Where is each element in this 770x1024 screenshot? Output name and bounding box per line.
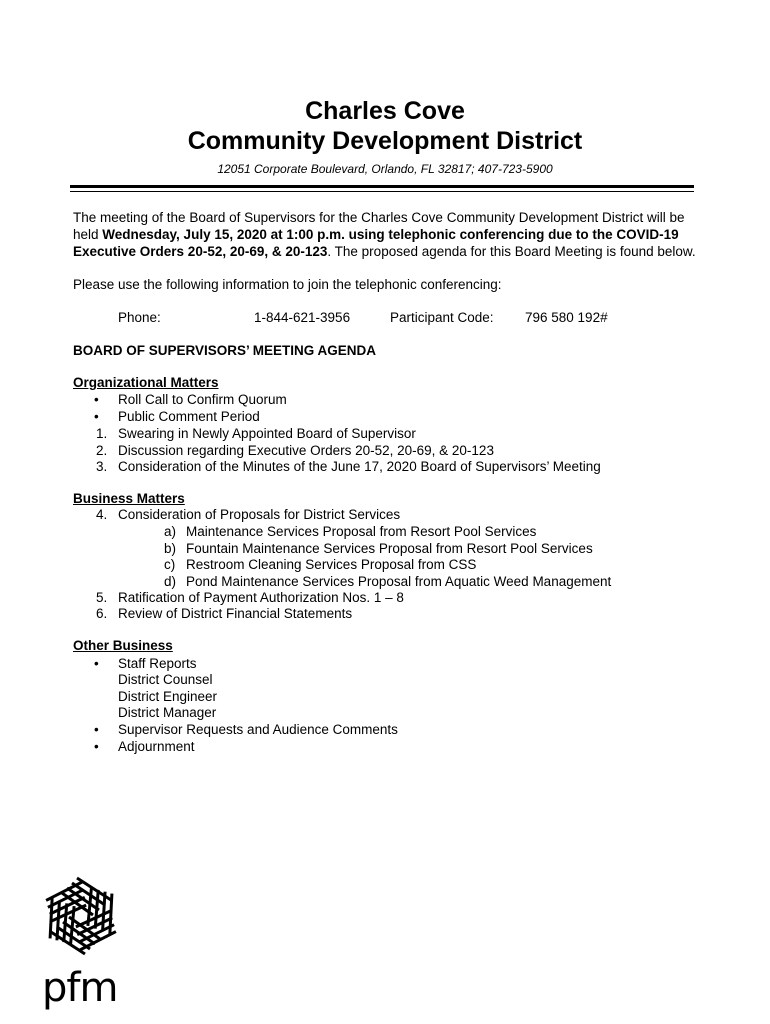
list-item-marker: •	[94, 656, 99, 671]
intro-paragraph	[73, 209, 703, 260]
list-item-marker: •	[94, 409, 99, 424]
list-item-marker: 4.	[96, 507, 108, 522]
list-item: Adjournment	[118, 739, 195, 754]
district-title-line2: Community Development District	[187, 127, 583, 155]
section-business-heading: Business Matters	[73, 491, 185, 506]
header-rule-thin	[70, 191, 694, 192]
staff-report-item: District Engineer	[118, 689, 218, 704]
sub-item: Maintenance Services Proposal from Resort Pool Services	[186, 524, 537, 539]
phone-label: Phone:	[118, 310, 161, 325]
district-title-line1: Charles Cove	[305, 97, 465, 125]
participant-code-label: Participant Code:	[390, 310, 494, 325]
list-item-marker: •	[94, 392, 99, 407]
list-item: Roll Call to Confirm Quorum	[118, 392, 287, 407]
staff-report-item: District Counsel	[118, 672, 213, 687]
list-item: Discussion regarding Executive Orders 20-52, 20-69, & 20-123	[118, 443, 494, 458]
list-item: Consideration of the Minutes of the June 17, 2020 Board of Supervisors’ Meeting	[118, 459, 601, 474]
list-item-marker: 1.	[96, 426, 108, 441]
list-item: Review of District Financial Statements	[118, 606, 353, 621]
intro-text-start: The meeting of the Board of Supervisors for the Charles Cove Community Development District will be held	[73, 210, 685, 242]
list-item-marker: •	[94, 739, 99, 754]
join-instructions: Please use the following information to join the telephonic conferencing:	[73, 277, 502, 292]
list-item: Staff Reports	[118, 656, 197, 671]
phone-number: 1-844-621-3956	[254, 310, 351, 325]
intro-meeting-details: Wednesday, July 15, 2020 at 1:00 p.m. using telephonic conferencing due to the COVID-19 Executive Orders 20-52, 20-69, & 20-123	[73, 227, 679, 259]
sub-item: Restroom Cleaning Services Proposal from CSS	[186, 557, 477, 572]
pfm-logo-text: pfm	[42, 965, 118, 1011]
list-item-marker: 2.	[96, 443, 108, 458]
district-address: 12051 Corporate Boulevard, Orlando, FL 32817; 407-723-5900	[217, 162, 553, 176]
list-item-marker: 3.	[96, 459, 108, 474]
list-item-marker: 5.	[96, 590, 108, 605]
sub-item-marker: c)	[164, 557, 176, 572]
agenda-heading: BOARD OF SUPERVISORS’ MEETING AGENDA	[73, 343, 377, 358]
sub-item-marker: a)	[164, 524, 177, 539]
list-item-marker: •	[94, 722, 99, 737]
sub-item-marker: b)	[164, 541, 177, 556]
participant-code: 796 580 192#	[525, 310, 608, 325]
staff-report-item: District Manager	[118, 705, 217, 720]
sub-item-marker: d)	[164, 574, 177, 589]
pfm-logo	[36, 866, 126, 1016]
section-other-heading: Other Business	[73, 638, 173, 653]
section-organizational-heading: Organizational Matters	[73, 375, 219, 390]
list-item-marker: 6.	[96, 606, 108, 621]
list-item: Ratification of Payment Authorization Nos. 1 – 8	[118, 590, 404, 605]
intro-text-end: . The proposed agenda for this Board Meeting is found below.	[327, 244, 696, 259]
list-item: Supervisor Requests and Audience Comments	[118, 722, 398, 737]
list-item: Public Comment Period	[118, 409, 260, 424]
sub-item: Fountain Maintenance Services Proposal from Resort Pool Services	[186, 541, 593, 556]
list-item: Swearing in Newly Appointed Board of Supervisor	[118, 426, 416, 441]
header-rule-thick	[70, 185, 694, 188]
list-item: Consideration of Proposals for District Services	[118, 507, 401, 522]
sub-item: Pond Maintenance Services Proposal from Aquatic Weed Management	[186, 574, 612, 589]
